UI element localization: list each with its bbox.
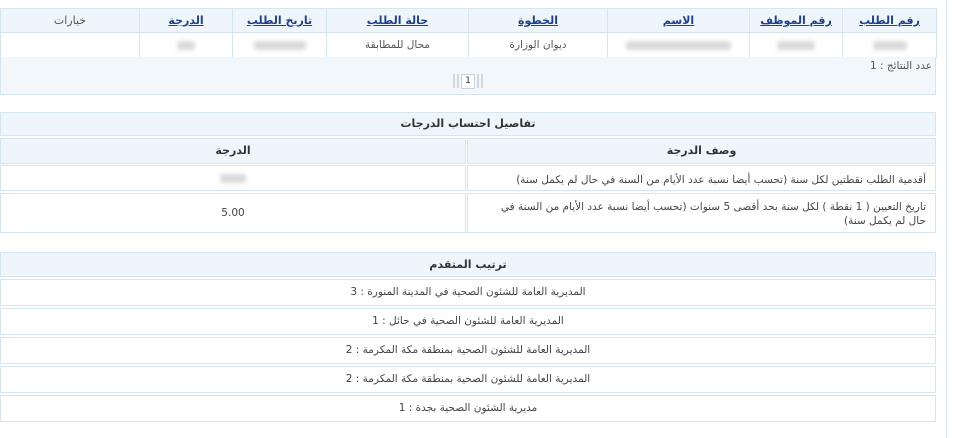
list-item: المديرية العامة للشئون الصحية بمنطقة مكة المكرمة : 2 [0, 366, 936, 393]
page-button-current[interactable]: 1 [461, 74, 475, 89]
table-header-row [1, 9, 937, 33]
grade-description-header: وصف الدرجة [467, 138, 936, 164]
sort-request-no-link[interactable]: رقم الطلب [859, 14, 920, 27]
cell-name [608, 33, 750, 58]
cell-options [1, 33, 140, 58]
list-item: المديرية العامة للشئون الصحية في المدينة المنورة : 3 [0, 279, 936, 306]
column-grade[interactable] [140, 9, 233, 33]
redacted-grade [177, 41, 195, 50]
redacted-name [626, 41, 731, 50]
results-footer [0, 57, 936, 95]
sort-status-link[interactable]: حالة الطلب [366, 14, 429, 27]
cell-request-date [233, 33, 327, 58]
column-step[interactable] [469, 9, 608, 33]
sort-step-link[interactable]: الخطوة [518, 14, 558, 27]
redacted-request-date [254, 41, 306, 50]
grade-description-cell: تاريخ التعيين ( 1 نقطة ) لكل سنة بحد أقصى 5 سنوات (تحسب أيضا نسبة عدد الأيام من السنة في حال لم يكمل سنة) [467, 193, 936, 233]
redacted-employee-no [777, 41, 815, 50]
sort-name-link[interactable]: الاسم [662, 14, 695, 27]
grade-details-title: تفاصيل احتساب الدرجات [0, 112, 936, 136]
requests-table [0, 8, 937, 58]
pager-prev-icon[interactable] [457, 74, 459, 88]
list-item: المديرية العامة للشئون الصحية بمنطقة مكة المكرمة : 2 [0, 337, 936, 364]
applicant-ranking-title: ترتيب المتقدم [0, 252, 936, 277]
table-row [1, 33, 937, 58]
column-employee-no[interactable] [750, 9, 843, 33]
cell-status: محال للمطابقة [327, 33, 469, 58]
cell-grade [140, 33, 233, 58]
list-item: المديرية العامة للشئون الصحية في حائل : 1 [0, 308, 936, 335]
pager-next-icon[interactable] [477, 74, 479, 88]
grade-value-cell: 5.00 [0, 193, 466, 233]
column-request-no[interactable] [843, 9, 937, 33]
list-item: مديرية الشئون الصحية بجدة : 1 [0, 395, 936, 422]
grade-description-cell: أقدمية الطلب نقطتين لكل سنة (تحسب أيضا نسبة عدد الأيام من السنة في حال لم يكمل سنة) [467, 165, 936, 191]
grade-value-header: الدرجة [0, 138, 466, 164]
column-status[interactable] [327, 9, 469, 33]
sort-grade-link[interactable]: الدرجة [168, 14, 204, 27]
pager-first-icon[interactable] [453, 74, 455, 88]
column-name[interactable] [608, 9, 750, 33]
cell-request-no [843, 33, 937, 58]
cell-employee-no [750, 33, 843, 58]
sort-employee-no-link[interactable]: رقم الموظف [760, 14, 832, 27]
pagination [448, 71, 488, 91]
cell-step: ديوان الوزارة [469, 33, 608, 58]
column-options: خيارات [1, 9, 140, 33]
redacted-grade-value [220, 174, 246, 183]
redacted-request-no [873, 41, 907, 50]
column-request-date[interactable] [233, 9, 327, 33]
sort-request-date-link[interactable]: تاريخ الطلب [246, 14, 313, 27]
grade-value-cell [0, 165, 466, 191]
pager-last-icon[interactable] [481, 74, 483, 88]
result-count: عدد النتائج : 1 [869, 60, 932, 72]
